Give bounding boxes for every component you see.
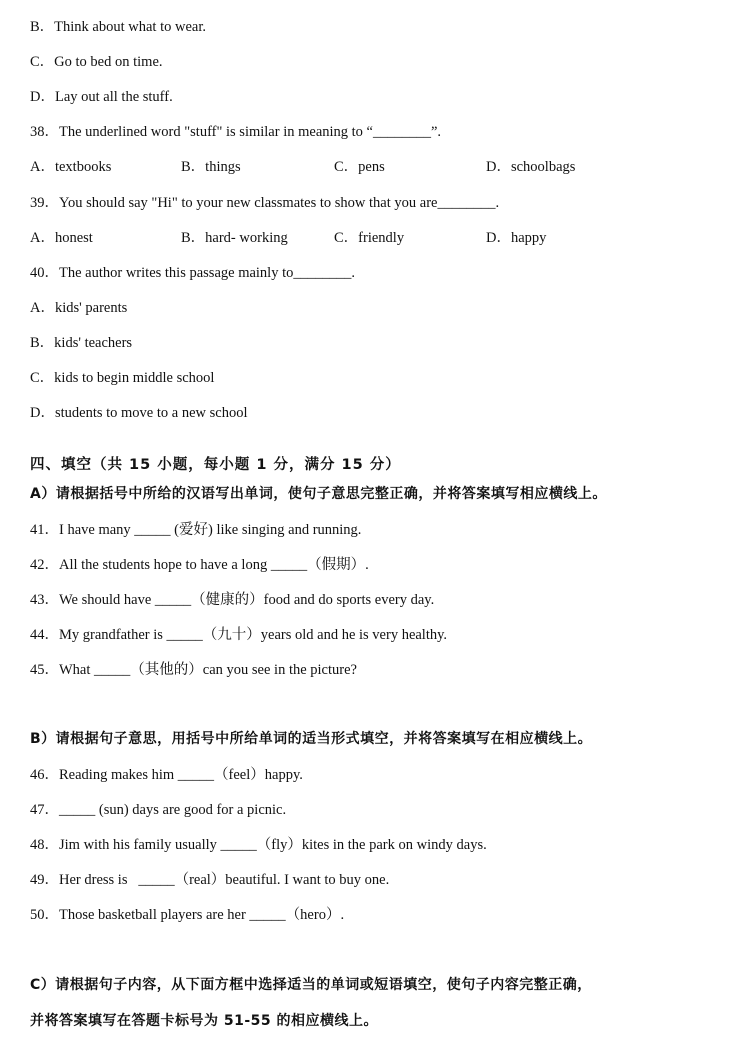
q39-option-c: C．friendly bbox=[334, 230, 405, 246]
q38-option-c: C．pens bbox=[334, 159, 385, 175]
q46: 46．Reading makes him _____（feel）happy. bbox=[30, 767, 303, 783]
q40-stem: 40．The author writes this passage mainly to________. bbox=[30, 265, 355, 281]
q39-stem: 39．You should say "Hi" to your new classmates to show that you are________. bbox=[30, 195, 500, 211]
q47: 47．_____ (sun) days are good for a picnic. bbox=[30, 802, 287, 818]
section4-title: 四、填空（共 15 小题，每小题 1 分，满分 15 分） bbox=[30, 457, 401, 473]
q38-option-a: A．textbooks bbox=[30, 159, 112, 175]
q49: 49．Her dress is _____（real）beautiful. I want to buy one. bbox=[30, 872, 390, 888]
q37-option-d: D．Lay out all the stuff. bbox=[30, 89, 173, 105]
q45: 45．What _____（其他的）can you see in the picture? bbox=[30, 662, 357, 678]
q43: 43．We should have _____（健康的）food and do sports every day. bbox=[30, 592, 435, 608]
q50: 50．Those basketball players are her _____（hero）. bbox=[30, 907, 345, 923]
q39-option-d: D．happy bbox=[486, 230, 547, 246]
q40-option-c: C．kids to begin middle school bbox=[30, 370, 215, 386]
q48: 48．Jim with his family usually _____（fly）kites in the park on windy days. bbox=[30, 837, 487, 853]
q38-option-b: B．things bbox=[181, 159, 241, 175]
q40-option-a: A．kids' parents bbox=[30, 300, 128, 316]
part-a-instruction: A）请根据括号中所给的汉语写出单词，使句子意思完整正确，并将答案填写相应横线上。 bbox=[30, 486, 607, 502]
q39-option-b: B．hard- working bbox=[181, 230, 288, 246]
q39-option-a: A．honest bbox=[30, 230, 93, 246]
q44: 44．My grandfather is _____（九十）years old and he is very healthy. bbox=[30, 627, 448, 643]
q38-stem: 38．The underlined word "stuff" is similar in meaning to “________”. bbox=[30, 124, 442, 140]
q40-option-b: B．kids' teachers bbox=[30, 335, 133, 351]
q42: 42．All the students hope to have a long _____（假期）. bbox=[30, 557, 369, 573]
q38-option-d: D．schoolbags bbox=[486, 159, 576, 175]
part-b-instruction: B）请根据句子意思，用括号中所给单词的适当形式填空，并将答案填写在相应横线上。 bbox=[30, 731, 593, 747]
part-c-instruction-line1: C）请根据句子内容，从下面方框中选择适当的单词或短语填空，使句子内容完整正确， bbox=[30, 977, 592, 993]
q37-option-b: B．Think about what to wear. bbox=[30, 19, 206, 35]
q41: 41．I have many _____ (爱好) like singing and running. bbox=[30, 522, 362, 538]
q40-option-d: D．students to move to a new school bbox=[30, 405, 248, 421]
part-c-instruction-line2: 并将答案填写在答题卡标号为 51-55 的相应横线上。 bbox=[30, 1013, 379, 1029]
q37-option-c: C．Go to bed on time. bbox=[30, 54, 163, 70]
